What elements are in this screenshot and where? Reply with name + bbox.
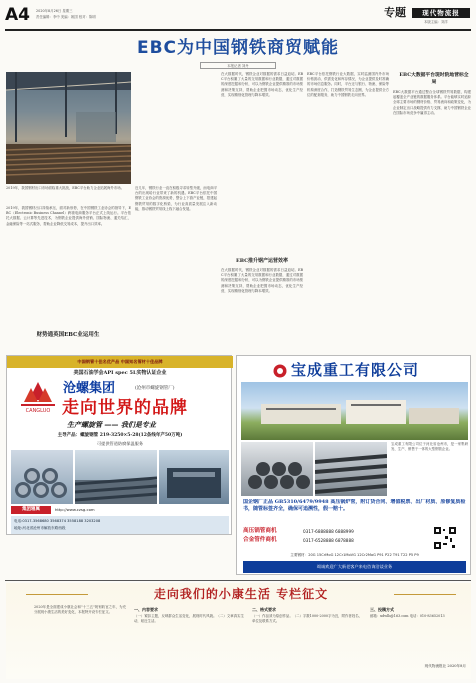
banner-line-left <box>26 594 88 595</box>
subhead-left: 财势通英国EBC业运用生 <box>36 332 100 338</box>
pipe-photo-3 <box>159 450 229 504</box>
ad-right-main-line: 国企钢厂正品 GB5310/6479/9948 高压锅炉管，附订货合同、增值税票、出厂材质、原修复质检书，随管标签齐全，确保可追溯性，假一赔十。 <box>243 499 466 512</box>
ad-right-footer: 竭诚欢迎广大新老客户来电咨询洽谈业务 <box>243 561 466 573</box>
masthead-meta-right: 本版主编：刘洋 <box>424 20 448 24</box>
ad-left-address: 地址:河北省沧州市解放东路西段 <box>14 526 66 530</box>
cangluo-logo-icon <box>17 380 59 414</box>
essay-sign: 现代物流报社 2020年8月 <box>424 664 466 668</box>
ad-right-company: 宝成重工有限公司 <box>291 361 420 379</box>
bottom-rule <box>5 580 471 581</box>
essay-col2-text: （一）作品须为原创作品。（二）字数1000-2000字为宜，附作者姓名、单位及联系方式。 <box>252 614 362 624</box>
ad-left-top-line: 中国钢管十佳名优产品 中国知名管材十佳品牌 <box>7 356 233 368</box>
factory-photo <box>241 382 468 440</box>
essay-call-section <box>6 583 471 679</box>
essay-intro: 2020年是全面建成小康社会和"十三五"规划收官之年，为充分展现小康生活的美好变化，本报特开设专栏征文。 <box>34 605 126 615</box>
article-col1-text: 2019年，我国钢材出口持续承压，面对新形势，在中国钢铁工业协会的指导下，EBC（Electronic Business Channel）跨境电商服务平台正式上线运行。平台依托大数据、云计算等先进技术，为钢铁企业提供海外营销、国际物流、通关结汇、金融保险等一站式服务，帮助企业降低交易成本，提升出口效率。 <box>6 206 131 226</box>
masthead-meta-2: 责任编辑：李中 美编：姚国 校对：陈明 <box>36 15 96 19</box>
ad-right-sales-1: 高压锅管商机 <box>243 528 277 534</box>
ad-left-sub-products: 可提供管道防腐保温服务 <box>96 441 144 446</box>
baocheng-logo-icon <box>273 364 287 378</box>
ad-left-contact: 电话:0317-3568680 3568374 3558188 3203208 <box>14 519 101 523</box>
essay-banner: 走向我们的小康生活 专栏征文 <box>153 587 329 601</box>
ad-left-sub-line: 美国石油学会API spec 5L实物认证企业 <box>73 370 167 376</box>
essay-col3-title: 三、投稿方式 <box>370 607 394 612</box>
article-col2-text: 近几年，钢铁行业一直在积极寻求转型升级，而电商平台的出现给行业带来了新的机遇。EBC平台依托中国钢铁工业协会的资源优势，整合上下游产业链，搭建起钢铁贸易的数字化桥梁，为行业高质量发展注入新动能，推动钢铁贸易线上线下融合发展。 <box>135 186 217 211</box>
ad-right-sales-2: 合金管件商机 <box>243 537 277 543</box>
ad-left-slogan: 走向世界的品牌 <box>62 398 188 418</box>
pipe-photo-1 <box>11 450 73 504</box>
masthead-rule <box>5 29 471 31</box>
byline: 本报记者 刘丹 <box>200 62 276 69</box>
article-col5-text: EBC大数据平台通过整合全球钢铁贸易数据，构建起覆盖全产业链的数据服务体系。平台能够实时追踪全球主要市场的钢材价格、贸易流向和政策变化，为企业制定出口战略提供有力支撑，助力中国钢铁企业在国际市场竞争中赢得主动。 <box>393 90 471 115</box>
subhead-right: EBC大数据平台现时院地营标全局 <box>399 72 469 85</box>
ad-left-contact-bar <box>11 516 229 534</box>
ad-right-specs: 主要钢材：20G 15CrMoG 12Cr1MoVG 12Cr2MoG P91 P22 T91 T22 P5 P9 <box>290 553 419 557</box>
ad-baocheng <box>236 355 471 575</box>
subhead-mid: EBC推升钢产运营效率 <box>235 258 289 264</box>
boiler-pipe-photo-1 <box>241 442 313 496</box>
ad-left-brand-paren: (沧州市螺旋钢管厂) <box>135 386 175 391</box>
paper-name: 现代物流报 <box>412 8 470 18</box>
svg-text:CANGLUO: CANGLUO <box>25 408 51 414</box>
essay-col3-text: 邮箱：xdwlb@163.com 电话：010-83652013 <box>370 614 445 618</box>
article-col4-text: EBC平台依托钢铁行业大数据，实时监测国内外市场价格波动、供需变化和库存情况，为企业提供及时准确的市场信息服务。同时，平台还与银行、物流、保险等机构深度合作，打造钢铁贸易生态圈，为企业提供全方位的配套服务，助力中国钢铁走向世界。 <box>307 72 389 97</box>
page-number: A4 <box>5 5 30 25</box>
ad-left-brand: 沧螺集团 <box>63 381 116 396</box>
special-label: 专题 <box>384 6 406 19</box>
ad-cangluo <box>6 355 232 535</box>
photo-caption: 2019年，我国钢材出口市场面临重大挑战，EBC平台助力企业拓展海外市场。 <box>6 186 124 190</box>
ad-right-phone-1: 0317-6888888 6888999 <box>303 529 354 534</box>
pipe-photo-2 <box>75 450 157 504</box>
essay-col1-title: 一、内容要求 <box>134 607 158 612</box>
essay-col1-text: （一）紧扣主题，反映群众生活变化，展现时代风貌。（二）文章真实生动，贴近生活。 <box>134 614 244 624</box>
ad-right-desc: 宝成重工有限公司位于河北省沧州市，是一家集研发、生产、销售于一体的大型钢管企业。 <box>391 442 468 451</box>
ad-right-phone-2: 0317-6528888 6878888 <box>303 538 354 543</box>
qr-code-icon <box>433 526 457 550</box>
warehouse-photo <box>6 72 131 184</box>
ad-left-group-label: 集团辖属 <box>11 506 51 514</box>
article-col3-text: 在大数据时代，钢铁企业对数据的需求日益迫切。EBC平台积累了大量的交易数据和行业数据，通过对数据的深度挖掘和分析，可以为钢铁企业提供精准的市场预测和决策支持，帮助企业把握市场动态，优化生产经营，实现精细化管理与降本增效。 <box>221 72 303 97</box>
masthead-meta-1: 2020年8月26日 星期三 <box>36 9 73 13</box>
banner-line-right <box>394 594 456 595</box>
ad-left-website[interactable]: http://www.czsg.com <box>55 507 95 512</box>
ad-left-products: 主导产品：螺旋钢管 219-3250×5-28(12条线年产50万吨) <box>57 433 183 438</box>
headline: EBC为中国钢铁商贸赋能 <box>136 38 340 58</box>
ad-left-slogan2: 生产螺旋管 —— 我们是专业 <box>67 420 156 429</box>
essay-col2-title: 二、格式要求 <box>252 607 276 612</box>
boiler-pipe-photo-2 <box>315 442 387 496</box>
article-col3b-text: 在大数据时代，钢铁企业对数据的需求日益迫切。EBC平台积累了大量的交易数据和行业数据，通过对数据的深度挖掘和分析，可以为钢铁企业提供精准的市场预测和决策支持，帮助企业把握市场动态，优化生产经营，实现精细化管理与降本增效。 <box>221 268 303 293</box>
